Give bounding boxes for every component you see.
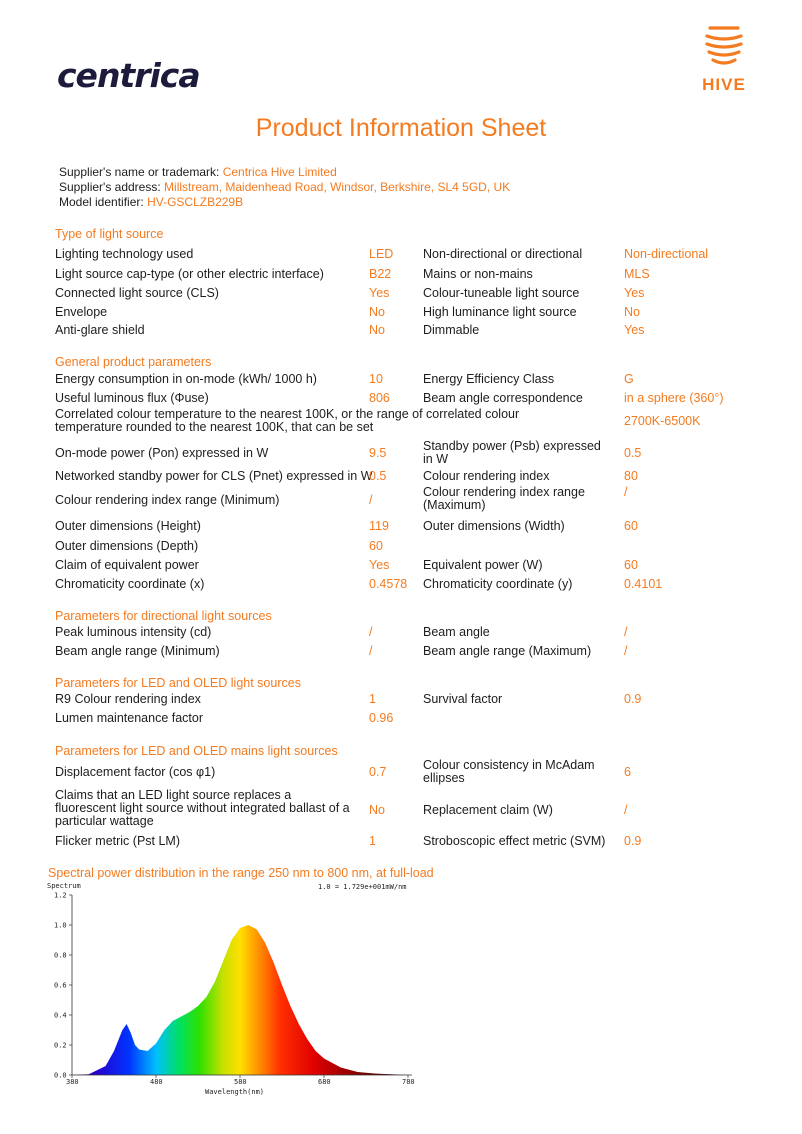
centrica-logo: centrica — [57, 56, 200, 95]
param-value: No — [369, 323, 385, 337]
param-label: Outer dimensions (Width) — [423, 519, 565, 533]
param-label: On-mode power (Pon) expressed in W — [55, 446, 269, 460]
param-label: High luminance light source — [423, 305, 577, 319]
page-title: Product Information Sheet — [255, 114, 547, 142]
param-label: Equivalent power (W) — [423, 558, 543, 572]
section-title-led: Parameters for LED and OLED light sources — [55, 676, 301, 690]
param-value: / — [624, 803, 628, 817]
param-label: Non-directional or directional — [423, 247, 583, 261]
chart-xlabel: Wavelength(nm) — [205, 1088, 265, 1096]
section-title-general: General product parameters — [55, 355, 212, 369]
param-label: Dimmable — [423, 323, 480, 337]
param-label: Standby power (Psb) expressed in W — [423, 439, 601, 466]
x-tick-label: 780 — [402, 1078, 415, 1086]
param-label: Envelope — [55, 305, 108, 319]
param-label: Flicker metric (Pst LM) — [55, 834, 180, 848]
param-label: Replacement claim (W) — [423, 803, 553, 817]
y-tick-label: 1.0 — [54, 921, 67, 930]
param-value: Yes — [624, 286, 645, 300]
supplier-address — [59, 180, 510, 194]
param-value: 0.7 — [369, 765, 387, 779]
param-value: / — [624, 644, 628, 658]
param-value: No — [369, 803, 385, 817]
param-value: 0.5 — [624, 446, 642, 460]
param-value: Yes — [624, 323, 645, 337]
param-value: 119 — [369, 519, 389, 533]
param-value: / — [369, 644, 373, 658]
supplier-address-value: Millstream, Maidenhead Road, Windsor, Berkshire, SL4 5GD, UK — [164, 180, 511, 194]
chart-annotation: 1.0 = 1.729e+001mW/nm — [318, 883, 407, 891]
section-title-mains: Parameters for LED and OLED mains light sources — [55, 744, 338, 758]
param-value: 806 — [369, 391, 390, 405]
param-value: 1 — [369, 834, 376, 848]
param-value: 9.5 — [369, 446, 387, 460]
param-label: Lighting technology used — [55, 247, 194, 261]
param-value: / — [624, 625, 628, 639]
param-value: Yes — [369, 286, 390, 300]
param-value: 2700K-6500K — [624, 414, 701, 428]
model-identifier-value: HV-GSCLZB229B — [147, 195, 244, 209]
param-value: / — [369, 625, 373, 639]
param-value: / — [624, 485, 628, 499]
param-value: 10 — [369, 372, 383, 386]
x-tick-label: 580 — [234, 1078, 247, 1086]
param-label: Claims that an LED light source replaces a fluorescent light source without integrated ballast of a particular wattage — [55, 788, 350, 828]
hive-logo-text: HIVE — [702, 75, 746, 94]
y-tick-label: 0.4 — [54, 1011, 67, 1020]
y-tick-label: 1.2 — [54, 891, 67, 900]
param-label: Chromaticity coordinate (x) — [55, 577, 205, 591]
y-tick-label: 0.6 — [54, 981, 67, 990]
y-tick-label: 0.2 — [54, 1041, 67, 1050]
param-value: 0.9 — [624, 834, 642, 848]
param-label: Beam angle correspondence — [423, 391, 583, 405]
param-label: Colour-tuneable light source — [423, 286, 580, 300]
param-label: Connected light source (CLS) — [55, 286, 219, 300]
spectrum-area — [72, 925, 408, 1075]
param-label: Claim of equivalent power — [55, 558, 199, 572]
param-label: Useful luminous flux (Φuse) — [55, 391, 209, 405]
param-label: Colour rendering index range (Minimum) — [55, 493, 280, 507]
param-value: Non-directional — [624, 247, 709, 261]
param-label: Energy consumption in on-mode (kWh/ 1000 h) — [55, 372, 317, 386]
param-label: Anti-glare shield — [55, 323, 145, 337]
model-identifier-label: Model identifier: — [59, 195, 144, 209]
param-label: Survival factor — [423, 692, 503, 706]
param-value: No — [624, 305, 640, 319]
chart-ylabel: Spectrum — [47, 882, 81, 890]
param-value: / — [369, 493, 373, 507]
param-label: Energy Efficiency Class — [423, 372, 555, 386]
param-value: 0.96 — [369, 711, 394, 725]
hive-logo-icon — [704, 24, 744, 74]
param-label: Displacement factor (cos φ1) — [55, 765, 216, 779]
param-label: Colour consistency in McAdam ellipses — [423, 758, 595, 785]
param-label: Beam angle range (Minimum) — [55, 644, 220, 658]
param-label: Outer dimensions (Height) — [55, 519, 201, 533]
param-value: 6 — [624, 765, 631, 779]
param-value: Yes — [369, 558, 390, 572]
param-label: Networked standby power for CLS (Pnet) expressed in W — [55, 469, 373, 483]
param-value: No — [369, 305, 385, 319]
param-label: Colour rendering index — [423, 469, 550, 483]
supplier-address-label: Supplier's address: — [59, 180, 161, 194]
section-title-type: Type of light source — [55, 227, 164, 241]
param-label: Beam angle range (Maximum) — [423, 644, 592, 658]
section-title-directional: Parameters for directional light sources — [55, 609, 272, 623]
param-value: 0.5 — [369, 469, 387, 483]
param-value: MLS — [624, 267, 650, 281]
param-label: Stroboscopic effect metric (SVM) — [423, 834, 606, 848]
model-identifier — [59, 195, 243, 209]
param-value: B22 — [369, 267, 392, 281]
param-label: Beam angle — [423, 625, 490, 639]
y-tick-label: 0.8 — [54, 951, 67, 960]
param-label: Outer dimensions (Depth) — [55, 539, 199, 553]
param-label: Light source cap-type (or other electric interface) — [55, 267, 324, 281]
supplier-name — [59, 165, 337, 179]
x-tick-label: 380 — [66, 1078, 79, 1086]
param-value: 1 — [369, 692, 376, 706]
y-tick-label: 0.0 — [54, 1071, 67, 1080]
param-value: 0.4578 — [369, 577, 408, 591]
x-tick-label: 680 — [318, 1078, 331, 1086]
param-value: 0.9 — [624, 692, 642, 706]
hive-logo — [699, 24, 749, 96]
param-label: Mains or non-mains — [423, 267, 533, 281]
param-value: 60 — [369, 539, 383, 553]
param-value: 60 — [624, 558, 638, 572]
param-label: R9 Colour rendering index — [55, 692, 201, 706]
param-label: Peak luminous intensity (cd) — [55, 625, 212, 639]
param-label: Correlated colour temperature to the nearest 100K, or the range of correlated colour temperature rounded to the nearest 100K, that can be set — [55, 407, 520, 434]
param-value: 0.4101 — [624, 577, 663, 591]
chart-title: Spectral power distribution in the range 250 nm to 800 nm, at full-load — [48, 866, 434, 880]
param-value: in a sphere (360°) — [624, 391, 724, 405]
param-value: LED — [369, 247, 394, 261]
spectrum-chart — [0, 878, 440, 1100]
param-label: Lumen maintenance factor — [55, 711, 204, 725]
supplier-name-label: Supplier's name or trademark: — [59, 165, 220, 179]
param-value: 60 — [624, 519, 638, 533]
supplier-name-value: Centrica Hive Limited — [222, 165, 337, 179]
param-label: Chromaticity coordinate (y) — [423, 577, 573, 591]
param-value: G — [624, 372, 634, 386]
param-value: 80 — [624, 469, 638, 483]
x-tick-label: 480 — [150, 1078, 163, 1086]
param-label: Colour rendering index range (Maximum) — [423, 485, 585, 512]
